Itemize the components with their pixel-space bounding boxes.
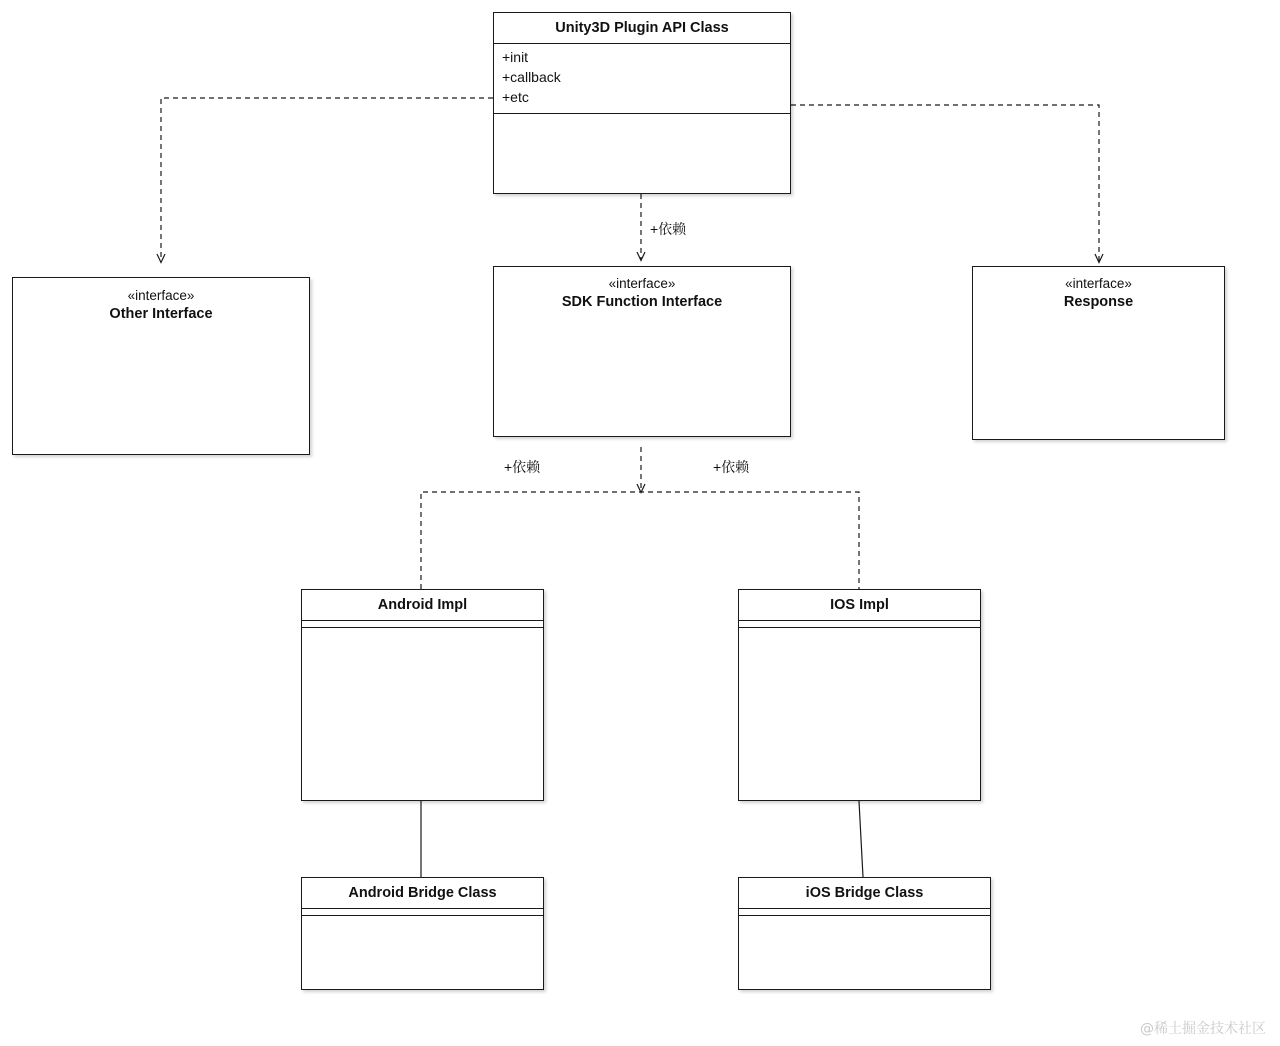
class-title-text: IOS Impl [830, 597, 889, 613]
member-item: +init [502, 49, 529, 66]
class-title [494, 13, 790, 43]
watermark: @稀土掘金技术社区 [1140, 1021, 1266, 1037]
class-members [739, 916, 990, 924]
class-title [302, 590, 543, 620]
class-node-response[interactable] [972, 266, 1225, 440]
edge-label-android-to-sdk: +依赖 [504, 459, 541, 475]
class-node-android-impl[interactable] [301, 589, 544, 801]
class-node-unity-api[interactable] [493, 12, 791, 194]
class-stereotype: «interface» [1065, 276, 1132, 291]
class-title [302, 878, 543, 908]
class-node-other-interface[interactable] [12, 277, 310, 455]
connector-unity-to-response [791, 105, 1099, 262]
class-node-ios-bridge[interactable] [738, 877, 991, 990]
class-title [973, 267, 1224, 317]
class-title-text: SDK Function Interface [561, 293, 723, 310]
edge-label-ios-to-sdk: +依赖 [713, 459, 750, 475]
class-members [302, 916, 543, 924]
connector-unity-to-other-interface [161, 98, 493, 262]
class-title-text: Unity3D Plugin API Class [555, 20, 729, 36]
class-title-text: Response [1063, 293, 1134, 310]
class-title-text: iOS Bridge Class [805, 885, 924, 901]
class-title [13, 278, 309, 329]
member-item: +etc [502, 88, 529, 105]
class-methods [494, 114, 790, 122]
edge-label-unity-to-sdk: +依赖 [650, 221, 687, 237]
connector-ios-impl-to-bridge [859, 801, 863, 877]
member-item: +callback [502, 69, 561, 85]
class-title-text: Android Bridge Class [348, 885, 497, 901]
class-stereotype: «interface» [608, 276, 676, 291]
class-title [739, 590, 980, 620]
class-members [494, 44, 790, 113]
class-node-ios-impl[interactable] [738, 589, 981, 801]
class-node-android-bridge[interactable] [301, 877, 544, 990]
class-title-text: Android Impl [377, 597, 468, 613]
connector-impls-to-sdk [421, 447, 859, 589]
class-title [739, 878, 990, 908]
class-members [302, 628, 543, 636]
class-title-text: Other Interface [109, 305, 213, 322]
class-members [739, 628, 980, 636]
class-title [494, 267, 790, 317]
class-stereotype: «interface» [127, 288, 195, 303]
class-node-sdk-function-interface[interactable] [493, 266, 791, 437]
